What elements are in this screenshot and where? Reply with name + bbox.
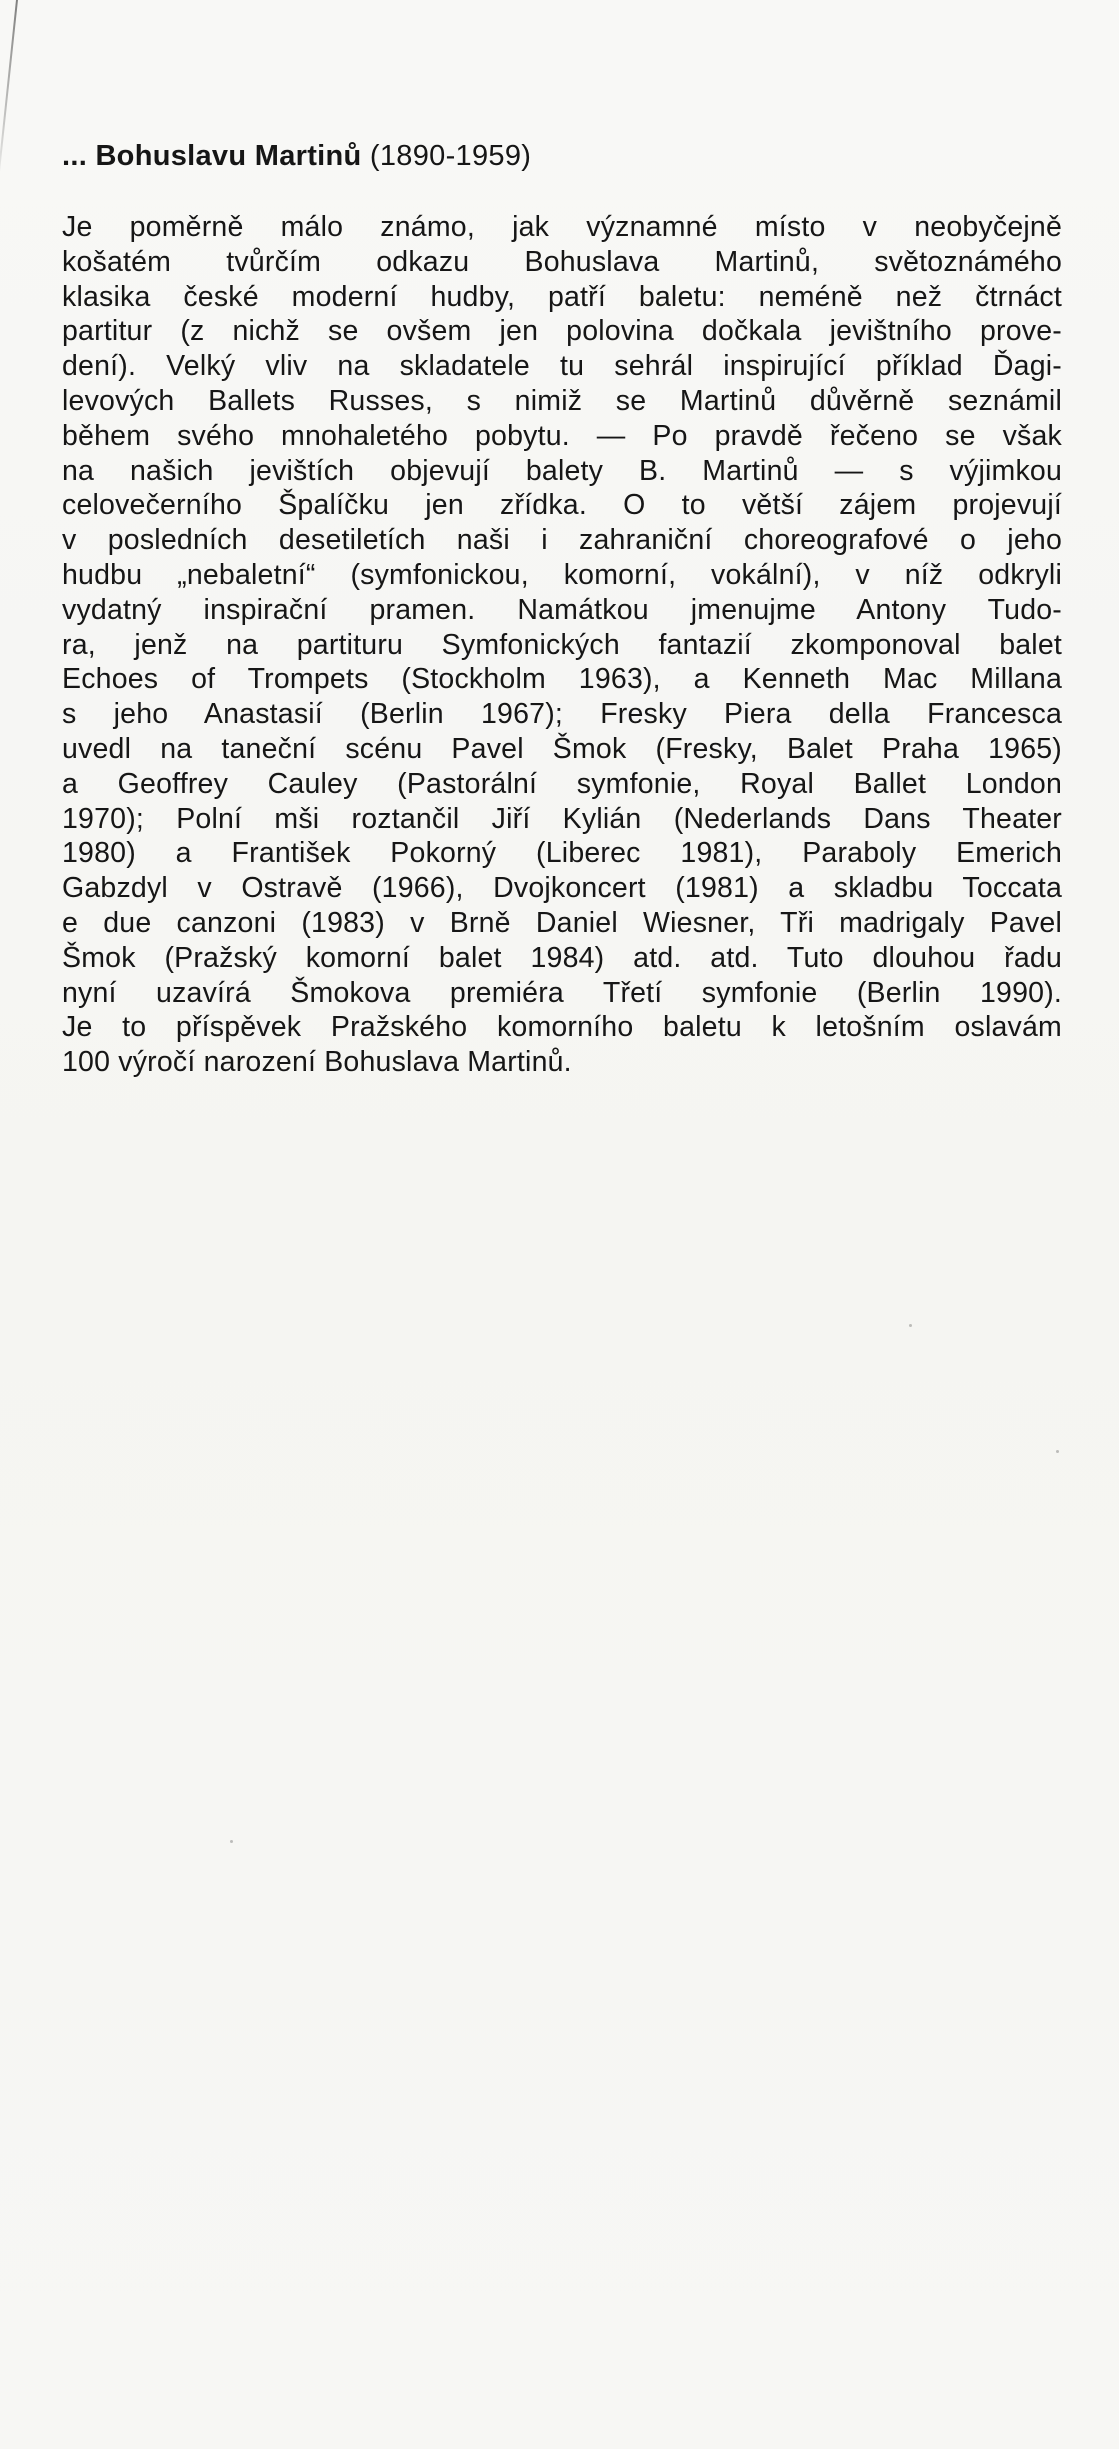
paragraph-line: hudbu „nebaletní“ (symfonickou, komorní, vokální), v níž odkryli (62, 558, 1062, 591)
paragraph-line: levových Ballets Russes, s nimiž se Martinů důvěrně seznámil (62, 384, 1062, 417)
paragraph-line: Echoes of Trompets (Stockholm 1963), a Kenneth Mac Millana (62, 663, 1062, 696)
paragraph-line: nyní uzavírá Šmokova premiéra Třetí symfonie (Berlin 1990). (62, 976, 1062, 1009)
body-paragraph (62, 210, 1062, 1080)
heading-ellipsis: ... (62, 140, 88, 172)
paragraph-line: klasika české moderní hudby, patří baletu: neméně než čtrnáct (62, 280, 1062, 313)
paragraph-line: na našich jevištích objevují balety B. Martinů — s výjimkou (62, 454, 1062, 487)
scan-speck (909, 1324, 912, 1327)
heading-composer-name: Bohuslavu Martinů (95, 140, 362, 172)
scan-speck (1056, 1450, 1059, 1453)
document-heading (62, 138, 1062, 174)
scan-edge-mark (0, 0, 18, 190)
paragraph-line: 1980) a František Pokorný (Liberec 1981), Paraboly Emerich (62, 837, 1062, 870)
paragraph-line: s jeho Anastasií (Berlin 1967); Fresky Piera della Francesca (62, 698, 1062, 731)
paragraph-line: košatém tvůrčím odkazu Bohuslava Martinů, světoznámého (62, 245, 1062, 278)
paragraph-line: vydatný inspirační pramen. Namátkou jmenujme Antony Tudo- (62, 593, 1062, 626)
document-content (62, 138, 1062, 1080)
paragraph-line: 1970); Polní mši roztančil Jiří Kylián (Nederlands Dans Theater (62, 802, 1062, 835)
paragraph-line: v posledních desetiletích naši i zahraniční choreografové o jeho (62, 524, 1062, 557)
paragraph-line: Je to příspěvek Pražského komorního baletu k letošním oslavám (62, 1011, 1062, 1044)
paragraph-line: Šmok (Pražský komorní balet 1984) atd. atd. Tuto dlouhou řadu (62, 941, 1062, 974)
heading-life-years: (1890-1959) (369, 140, 532, 172)
paragraph-line: a Geoffrey Cauley (Pastorální symfonie, Royal Ballet London (62, 767, 1062, 800)
paragraph-line: partitur (z nichž se ovšem jen polovina dočkala jevištního prove- (62, 315, 1062, 348)
paragraph-line: Je poměrně málo známo, jak významné místo v neobyčejně (62, 211, 1062, 243)
paragraph-line: během svého mnohaletého pobytu. — Po pravdě řečeno se však (62, 419, 1062, 452)
paragraph-line: 100 výročí narození Bohuslava Martinů. (62, 1046, 572, 1079)
paragraph-line: dení). Velký vliv na skladatele tu sehrál inspirující příklad Ďagi- (62, 350, 1062, 383)
paragraph-line: e due canzoni (1983) v Brně Daniel Wiesner, Tři madrigaly Pavel (62, 906, 1062, 939)
paragraph-line: ra, jenž na partituru Symfonických fantazií zkomponoval balet (62, 628, 1062, 661)
paragraph-line: celovečerního Špalíčku jen zřídka. O to větší zájem projevují (62, 489, 1062, 522)
paragraph-line: uvedl na taneční scénu Pavel Šmok (Fresky, Balet Praha 1965) (62, 732, 1062, 765)
paragraph-line: Gabzdyl v Ostravě (1966), Dvojkoncert (1981) a skladbu Toccata (62, 872, 1062, 905)
scan-speck (230, 1840, 233, 1843)
